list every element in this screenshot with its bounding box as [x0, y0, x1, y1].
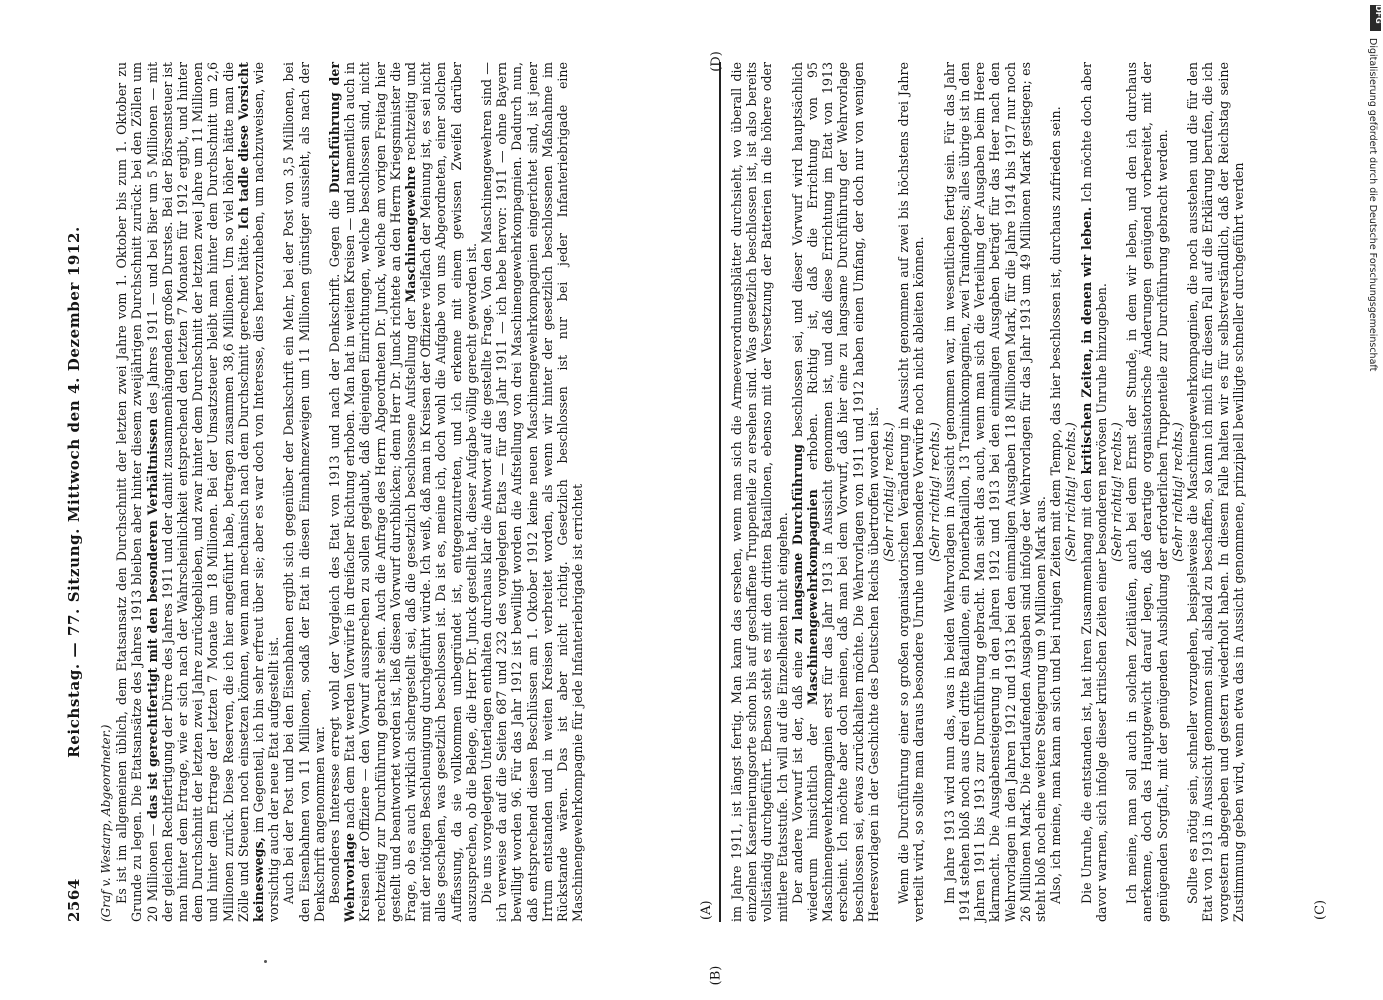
paragraph: im Jahre 1911, ist längst fertig. Man kann das ersehen, wenn man sich die Armeeverordnungsblätter durchsieht, wo überall die einzelnen Kasernierungsorte schon bis auf geschaffene Truppenteile zu ersehen sind. Was gesetzlich beschlossen ist, ist also bereits vollständig durchgeführt. Ebenso steht es mit den dritten Bataillonen, ebenso mit der Versetzung der Batterien in die höhere oder mittlere Etatsstufe. Ich will auf die Einzelheiten nicht eingehen.	[729, 62, 790, 922]
text-run: Es ist im allgemeinen üblich, dem Etatsansatz den Durchschnitt der letzten zwei Jahre vom 1. Oktober bis zum 1. Oktober zu Grunde zu legen. Die Etatsansätze des Jahres 1913 bleiben aber hinter diesem zweijährigen Durchschnitt zurück: bei den Zöllen um 20 Millionen —	[114, 62, 160, 922]
running-header	[63, 62, 93, 922]
paragraph	[790, 62, 881, 922]
paragraph: Also, ich meine, man kann an sich und bei ruhigen Zeiten mit dem Tempo, das hier beschlossen ist, durchaus zufrieden sein.	[1048, 106, 1064, 904]
text-run: erhoben. Richtig ist, daß die Errichtung von 95 Maschinengewehrkompagnien erst für das Jahr 1913 in Aussicht genommen ist, und daß diese Errichtung im Etat von 1913 erscheint. Ich möchte aber doch meinen, daß man bei dem Vorwurf, daß hier eine zu langsame Durchführung der Wehrvorlage beschlossen sei, etwas zurückhalten möchte. Die Wehrvorlagen von 1911 und 1912 haben einen Umfang, der doch nur von wenigen Heeresvorlagen in der Geschichte des Deutschen Reichs übertroffen worden ist.	[805, 62, 881, 922]
text-run: rechtzeitig und mit der nötigen Beschleunigung durchgeführt würde. Ich weiß, daß man in Kreisen der Offiziere vielfach der Meinung ist, es sei nicht alles geschehen, was gesetzlich beschlossen ist. Da ist es, meine ich, doch wohl die Aufgabe von uns Abgeordneten, einer solchen Auffassung, da sie vollkommen unbegründet ist, entgegenzutreten, und ich erkenne mit einem gewissen Zweifel darüber auszusprechen, ob die Belege, die Herr Dr. Junck gestellt hat, dieser Aufgabe völlig gerecht geworden ist.	[403, 62, 479, 922]
text-run: beschlossen sei, und dieser Vorwurf wird hauptsächlich wiederum hinsichtlich der	[789, 62, 821, 922]
paragraph: Sollte es nötig sein, schneller vorzugehen, beispielsweise die Maschinengewehrkompagnien, die noch ausstehen und die für den Etat von 1913 in Aussicht genommen sind, alsbald zu beschaffen, so kann ich mich für diesen Fall auf die Erklärung berufen, die ich vorgestern abgegeben und gestern wiederholt haben. In diesem Falle halten wir es für selbstverständlich, daß der Reichstag seine Zustimmung geben wird, wenn etwa das in Aussicht genommene, prinzipiell bewilligte schneller durchgeführt werden	[1185, 62, 1246, 922]
column-divider	[719, 62, 721, 922]
margin-marker-c: (C)	[1313, 899, 1328, 920]
speck	[264, 960, 267, 963]
margin-marker-d: (D)	[708, 51, 724, 72]
text-run: Der andere Vorwurf ist der, daß eine	[789, 651, 805, 904]
text-run: nach dem Etat werden Vorwürfe in dreifacher Richtung erhoben. Man hat in weiten Kreisen — und namentlich auch in Kreisen der Offiziere — den Vorwurf aussprechen zu sollen geglaubt, daß diejenigen Einrichtungen, welche beschlossen sind, nicht rechtzeitig zur Durchführung gebracht seien. Auch die Anfrage des Herrn Abgeordneten Dr. Junck, welche am vorigen Freitag hier gestellt und beantwortet worden ist, ließ diesen Vorwurf durchblicken; denn Herr Dr. Junck richtete an den Herrn Kriegsminister die Frage, ob es auch wirklich sichergestellt sei, daß die gesetzlich beschlossene Aufstellung der	[342, 62, 419, 922]
dfg-logo-text: DFG	[1374, 5, 1383, 24]
emphasis-text: kritischen Zeiten, in denen wir leben.	[1078, 206, 1094, 475]
text-run: Die Unruhe, die entstanden ist, hat ihren Zusammenhang mit den	[1078, 478, 1094, 904]
interjection: (Sehr richtig! rechts.)	[881, 422, 897, 562]
emphasis-text: Durchführung der Wehrvorlage	[327, 62, 358, 922]
text-run: im Gegenteil, ich bin sehr erfreut über sie; aber es war doch von Interesse, dies hervorzuheben, um nachzuweisen, wie vorsichtig auch der neue Etat aufgestellt ist.	[251, 62, 282, 922]
paragraph: Wenn die Durchführung einer so großen organisatorischen Veränderung in Aussicht genommen auf zwei bis höchstens drei Jahre verteilt wird, so sollte man daraus besondere Unruhe und besondere Vorwürfe noch nicht ableiten können.	[896, 62, 927, 922]
emphasis-text: Maschinengewehre	[403, 165, 419, 303]
digitization-credit	[1360, 38, 1380, 778]
interjection: (Sehr richtig! rechts.)	[1109, 422, 1125, 562]
paragraph: Im Jahre 1913 wird nun das, was in beiden Wehrvorlagen in Aussicht genommen war, im wesentlichen fertig sein. Für das Jahr 1914 stehen bloß noch aus drei dritte Bataillone, ein Pionierbataillon, 13 Traininkompagnien, zwei Traindepots; alles übrige ist in den Jahren 1911 bis 1913 zur Durchführung gebracht. Man sieht das auch, wenn man sich die Verteilung der Ausgaben beim Heere klarmacht. Die Ausgabensteigerung in den Jahren 1912 und 1913 bei den einmaligen Ausgaben beträgt für das Heer nach den Wehrvorlagen in den Jahren 1912 und 1913 bei den einmaligen Ausgaben 118 Millionen Mark, für die Jahre 1914 bis 1917 nur noch 26 Millionen Mark. Die fortlaufenden Ausgaben sind infolge der Wehrvorlagen für das Jahr 1913 um 49 Millionen Mark gestiegen; es steht bloß noch eine weitere Steigerung um 9 Millionen Mark aus.	[941, 62, 1049, 922]
paragraph	[114, 62, 281, 922]
text-run: des Jahres 1911 — und bei Bier um 5 Millionen — mit der gleichen Rechtfertigung der Dürre des Jahres 1911 und der damit zusammenhängenden großen Durstes. Bei der Börsensteuer ist man hinter dem Ertrage, wie er sich nach der Wahrscheinlichkeit entsprechend den letzten 7 Monaten für 1912 ergibt, und hinter dem Durchschnitt der letzten zwei Jahre zurückgeblieben, und zwar hinter dem Durchschnitt der letzten zwei Jahre um 11 Millionen und hinter dem Ertrage der letzten 7 Monate um 18 Millionen. Bei der Umsatzsteuer bleibt man hinter dem Durchschnitt um 2,6 Millionen zurück. Diese Reserven, die ich hier angeführt habe, betragen zusammen 38,6 Millionen. Um so viel höher hätte man die Zölle und Steuern noch einsetzen können, wenn man mechanisch nach dem Durchschnitt gerechnet hätte.	[144, 61, 251, 922]
column-left	[99, 62, 711, 922]
paragraph: Ich meine, man soll auch in solchen Zeitläufen, auch bei dem Ernst der Stunde, in dem wir leben, und den ich durchaus anerkenne, doch das Hauptgewicht darauf legen, daß derartige organisatorische Änderungen genügend vorbereitet, mit der genügenden Sorgfalt, mit der genügenden Ausbildung der erforderlichen Truppenteile zur Durchführung gebracht werden.	[1124, 62, 1170, 922]
page-number: 2564	[65, 878, 83, 922]
dfg-logo	[1370, 5, 1381, 31]
rotated-page-content	[63, 62, 1333, 922]
interjection: (Sehr richtig! rechts.)	[926, 422, 942, 562]
paragraph: Die uns vorgelegten Unterlagen enthalten durchaus klar die Antwort auf die gestellte Frage. Von den Maschinengewehren sind — ich verweise da auf die Seiten 687 und 232 des vorgelegten Etats — für das Jahr 1911 — ich hebe hervor: 1911 — ohne Bayern bewilligt worden 96. Für das Jahr 1912 ist bewilligt worden die Aufstellung von drei Maschinengewehrkompagnien. Dadurch nun, daß entsprechend diesen Beschlüssen am 1. Oktober 1912 keine neuen Maschinengewehrkompagnien eingerichtet sind, ist jener Irrtum entstanden und in weiten Kreisen verbreitet worden, als wenn wir hinter der gesetzlich beschlossenen Maßnahme im Rückstande wären. Das ist aber nicht richtig. Gesetzlich beschlossen ist nur bei jeder Infanteriebrigade eine Maschinengewehrkompagnie für jede Infanteriebrigade ist errichtet	[479, 62, 586, 922]
speaker-attribution: (Graf v. Westarp, Abgeordneter.)	[99, 724, 113, 922]
text-run: Ich möchte doch aber davor warnen, sich infolge dieser kritischen Zeiten einer besonderen nervösen Unruhe hinzugeben.	[1078, 62, 1109, 922]
interjection: (Sehr richtig! rechts.)	[1063, 422, 1079, 562]
emphasis-text: zu langsame Durchführung	[789, 444, 805, 645]
header-title: Reichstag. — 77. Sitzung. Mittwoch den 4. Dezember 1912.	[65, 226, 83, 758]
credit-text: Digitalisierung gefördert durch die Deutsche Forschungsgemeinschaft	[1367, 38, 1378, 372]
paragraph: Auch bei der Post und bei den Eisenbahnen ergibt sich gegenüber der Denkschrift ein Mehr, bei der Post von 3,5 Millionen, bei den Eisenbahnen von 11 Millionen, sodaß der Etat in diesen Einnahmezweigen um 11 Millionen günstiger aussieht, als nach der Denkschrift angenommen war.	[281, 62, 327, 922]
emphasis-text: Maschinengewehrkompagnien	[805, 489, 821, 706]
paragraph	[1079, 62, 1109, 922]
margin-marker-b: (B)	[708, 965, 724, 986]
margin-marker-a: (A)	[699, 900, 714, 920]
emphasis-text: Ich tadle diese Vorsicht keineswegs,	[235, 62, 267, 922]
text-run: Besonderes Interesse erregt wohl der Vergleich des Etat von 1913 und nach der Denkschrift. Gegen die	[327, 199, 343, 904]
emphasis-text: das ist gerechtfertigt mit den besonderen Verhältnissen	[144, 418, 160, 819]
column-right	[729, 62, 1329, 922]
paragraph	[327, 62, 479, 922]
interjection: (Sehr richtig! rechts.)	[1169, 422, 1185, 562]
